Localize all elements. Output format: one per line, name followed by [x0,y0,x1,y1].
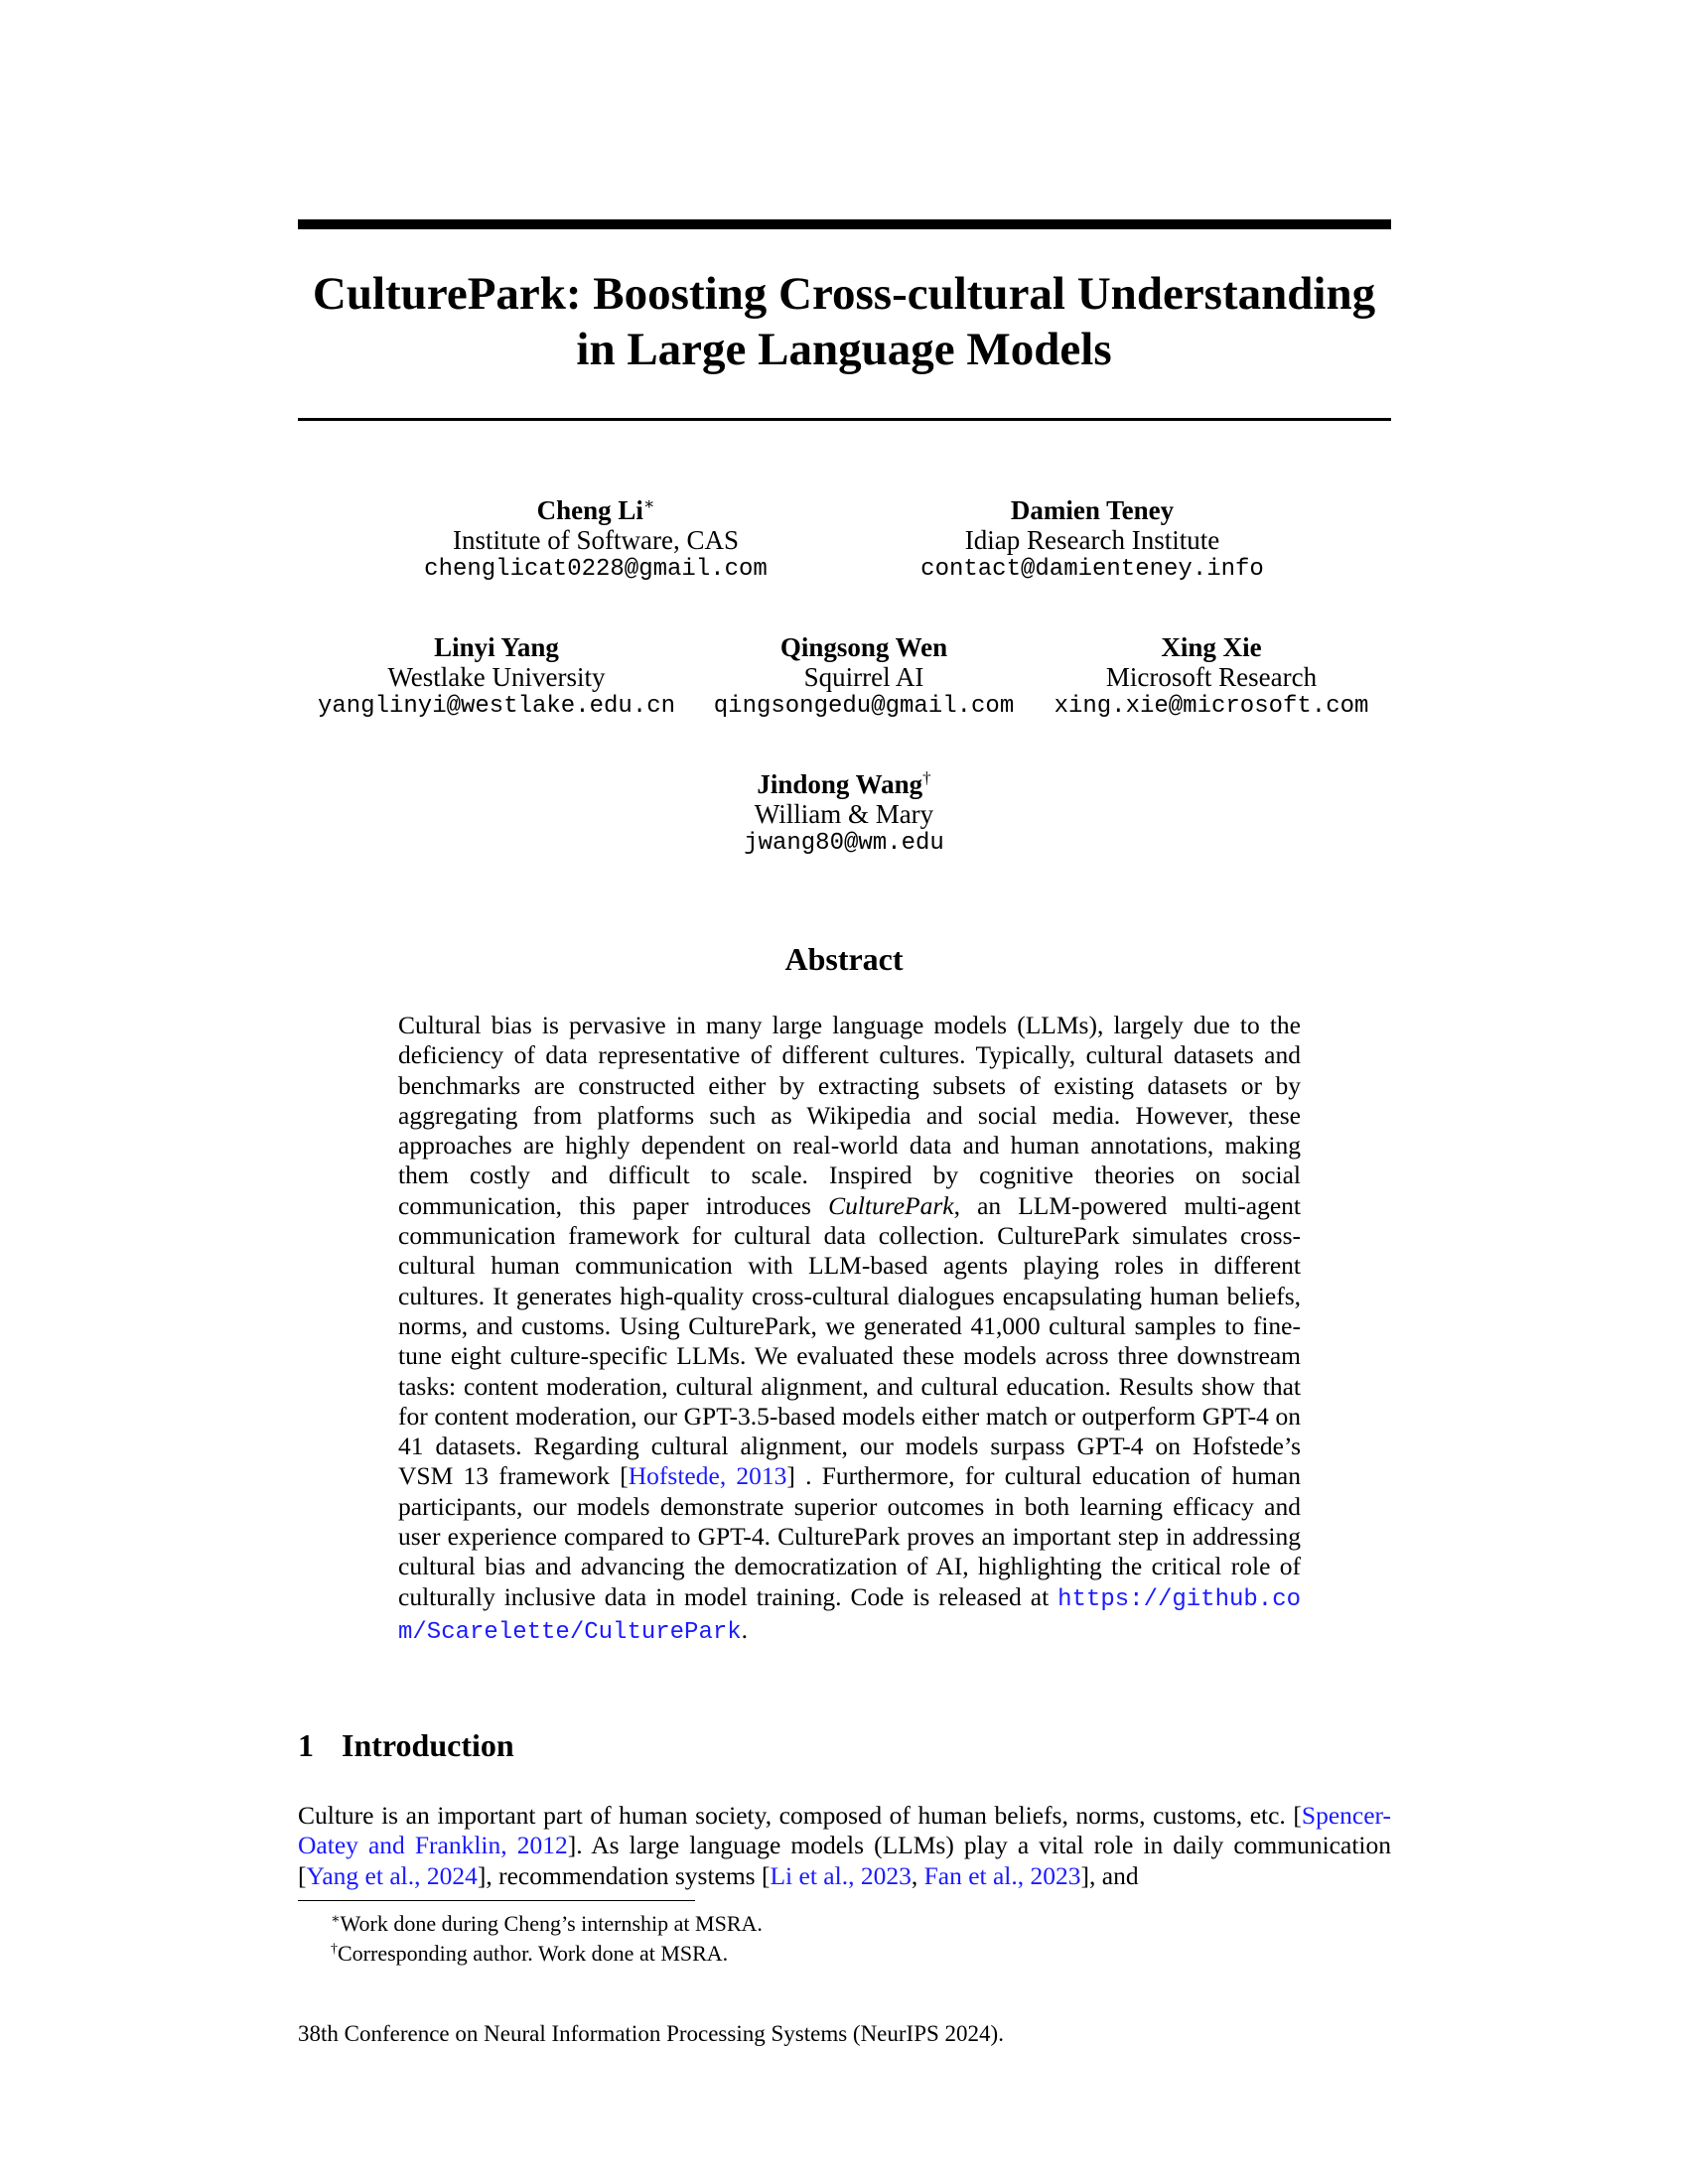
author-affiliation: Idiap Research Institute [964,525,1220,555]
author-affiliation: Squirrel AI [803,662,924,692]
author-affiliation: Westlake University [387,662,606,692]
author-block [894,495,1291,585]
title-top-rule [298,219,1391,229]
framework-name: CulturePark [828,1190,954,1220]
author-affiliation: Microsoft Research [1105,662,1318,692]
intro-paragraph: Culture is an important part of human society, composed of human beliefs, norms, customs, etc. [Spencer-Oatey and Franklin, 2012]. As large language models (LLMs) play a vital role in daily communication [Yang et al., 2024], recommendation systems [Li et al., 2023, Fan et al., 2023], and [298,1801,1391,1890]
footnote-mark: † [331,1942,338,1957]
paper-title [248,266,1440,377]
title-line-1: CulturePark: Boosting Cross-cultural Understanding [312,268,1376,320]
section-title: Introduction [342,1727,514,1763]
abstract-text: Cultural bias is pervasive in many large language models (LLMs), largely due to the deficiency of data representative of different cultures. Typically, cultural datasets and benchmarks are constructed either by extracting subsets of existing datasets or by aggregating from platforms such as Wikipedia and social media. However, these approaches are highly dependent on real-world data and human annotations, making them costly and difficult to scale. Inspired by cognitive theories on social communication, this paper introduces CulturePark, an LLM-powered multi-agent communication framework for cultural data collection. CulturePark simulates cross-cultural human communication with LLM-based agents playing roles in different cultures. It generates high-quality cross-cultural dialogues encapsulating human beliefs, norms, and customs. Using CulturePark, we generated 41,000 cultural samples to fine-tune eight culture-specific LLMs. We evaluated these models across three downstream tasks: content moderation, cultural alignment, and cultural education. Results show that for content moderation, our GPT-3.5-based models either match or outperform GPT-4 on 41 datasets. Regarding cultural alignment, our models surpass GPT-4 on Hofstede’s VSM 13 framework [Hofstede, 2013] . Furthermore, for cultural education of human participants, our models demonstrate superior outcomes in both learning efficacy and user experience compared to GPT-4. CulturePark proves an important step in addressing cultural bias and advancing the democratization of AI, highlighting the critical role of culturally inclusive data in model training. Code is released at https://github.com/Scarelette/CulturePark. [398,1011,1302,1646]
footnote-mark: ∗ [331,1912,341,1927]
author-mark: † [922,768,931,787]
author-name: Xing Xie [1161,632,1262,662]
author-block [308,632,685,722]
author-name: Jindong Wang [757,769,923,799]
citation-link[interactable]: Hofstede, 2013 [628,1461,787,1491]
author-email: xing.xie@microsoft.com [1054,693,1369,720]
author-affiliation: William & Mary [754,799,934,829]
author-name: Cheng Li [536,495,643,525]
footnote [331,1941,728,1967]
title-line-2: in Large Language Models [576,324,1112,375]
author-affiliation: Institute of Software, CAS [453,525,739,555]
section-heading [298,1727,514,1764]
author-email: chenglicat0228@gmail.com [424,556,768,583]
footnote [331,1911,763,1937]
section-number: 1 [298,1727,314,1763]
author-block [397,495,794,585]
footnote-text: Work done during Cheng’s internship at MSRA. [340,1911,763,1936]
author-name: Linyi Yang [434,632,559,662]
title-bottom-rule [298,418,1391,421]
code-url-link[interactable]: https://github.com/Scarelette/CulturePark [398,1585,1301,1646]
author-block [695,632,1033,722]
citation-link[interactable]: Li et al., 2023 [770,1860,912,1890]
citation-link[interactable]: Spencer-Oatey and Franklin, 2012 [298,1801,1391,1860]
abstract-heading: Abstract [784,941,904,977]
author-email: contact@damienteney.info [920,556,1264,583]
author-mark: ∗ [642,494,655,513]
citation-link[interactable]: Fan et al., 2023 [923,1860,1081,1890]
author-email: jwang80@wm.edu [744,830,944,857]
footnote-text: Corresponding author. Work done at MSRA. [338,1941,729,1966]
author-block [1043,632,1380,722]
author-email: qingsongedu@gmail.com [713,693,1015,720]
author-name: Qingsong Wen [779,632,948,662]
venue-note: 38th Conference on Neural Information Processing Systems (NeurIPS 2024). [298,2021,1004,2046]
footnote-rule [298,1900,695,1901]
citation-link[interactable]: Yang et al., 2024 [306,1860,478,1890]
author-name: Damien Teney [1010,495,1175,525]
author-block [645,769,1043,859]
author-email: yanglinyi@westlake.edu.cn [317,693,676,720]
